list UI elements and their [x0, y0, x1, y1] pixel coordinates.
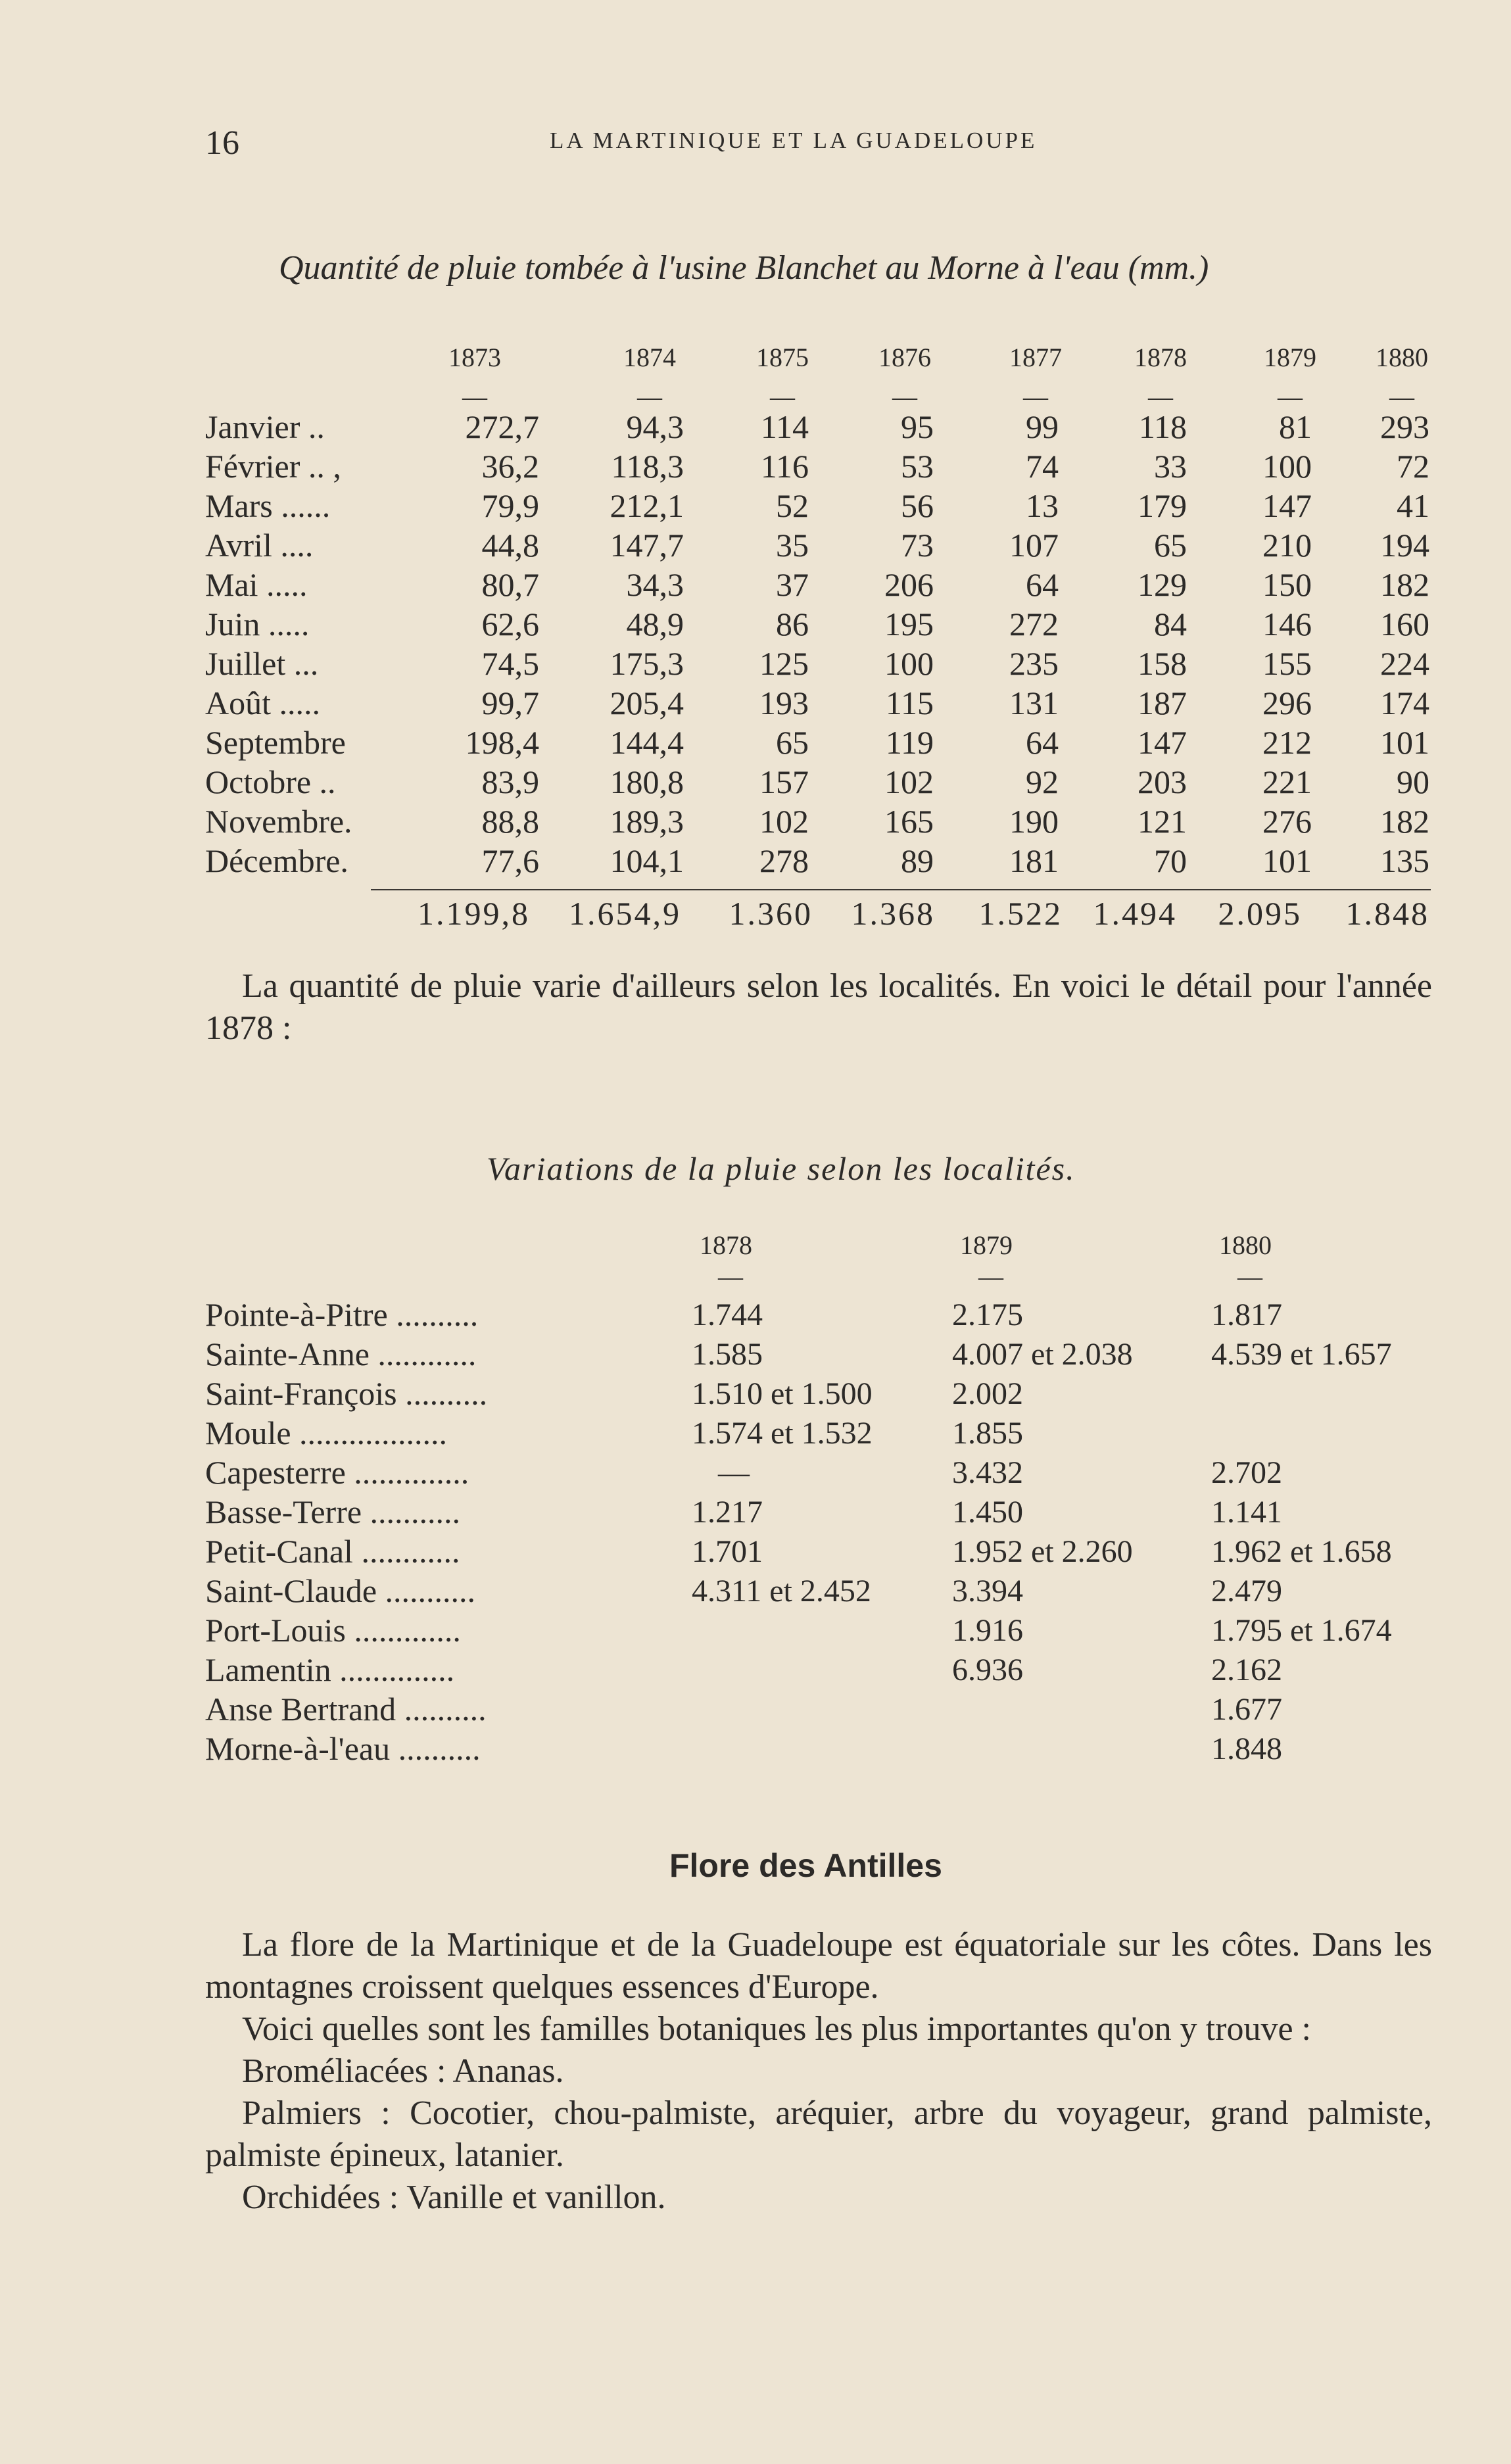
rain-value: 74: [1026, 448, 1059, 485]
rain-value: 102: [759, 803, 809, 840]
rain-value: 73: [901, 527, 934, 564]
section-body: [205, 1924, 1432, 2219]
rain-amount: 2.162: [1211, 1653, 1282, 1687]
rain-amount: 1.141: [1211, 1495, 1282, 1530]
rain-value: 100: [884, 645, 934, 682]
rain-value: 221: [1262, 763, 1312, 800]
rain-value: 187: [1138, 685, 1187, 721]
rain-value: 104,1: [610, 842, 684, 879]
rain-amount: 1.916: [952, 1613, 1023, 1648]
section-paragraph: Palmiers : Cocotier, chou-palmiste, aréquier, arbre du voyageur, grand palmiste, palmiste épineux, latanier.: [205, 2094, 1432, 2174]
year-header: 1879: [1264, 343, 1316, 372]
rain-value: 203: [1138, 763, 1187, 800]
rain-value: 235: [1009, 645, 1059, 682]
variation-year-dash: —: [978, 1263, 1003, 1291]
rain-value: 278: [759, 842, 809, 879]
month-label: Novembre.: [205, 803, 352, 840]
year-dash: —: [637, 383, 662, 411]
rain-amount: 1.952 et 2.260: [952, 1534, 1133, 1569]
variation-year-dash: —: [1237, 1263, 1262, 1291]
month-label: Juin .....: [205, 606, 310, 642]
rain-value: 52: [776, 487, 809, 524]
month-label: Juillet ...: [205, 645, 319, 682]
section-paragraph: Voici quelles sont les familles botaniques les plus importantes qu'on y trouve :: [242, 2010, 1311, 2048]
rain-amount: 1.795 et 1.674: [1211, 1613, 1392, 1648]
variation-year-header: 1879: [960, 1230, 1013, 1260]
month-label: Mars ......: [205, 487, 331, 524]
rain-value: 121: [1138, 803, 1187, 840]
rain-amount: 4.539 et 1.657: [1211, 1337, 1392, 1372]
rain-value: 56: [901, 487, 934, 524]
rain-table-title: Quantité de pluie tombée à l'usine Blanchet au Morne à l'eau (mm.): [279, 249, 1209, 287]
total-value: 1.848: [1345, 895, 1429, 932]
rain-value: 101: [1262, 842, 1312, 879]
rain-value: 79,9: [481, 487, 539, 524]
variation-year-header: 1878: [700, 1230, 752, 1260]
rain-value: 72: [1397, 448, 1429, 485]
rain-amount: 1.217: [692, 1495, 763, 1530]
rain-value: 144,4: [610, 724, 684, 761]
locality-name: Morne-à-l'eau ..........: [205, 1730, 481, 1767]
rain-value: 205,4: [610, 685, 684, 721]
rain-value: 147,7: [610, 527, 684, 564]
rain-value: 89: [901, 842, 934, 879]
rain-amount: 1.574 et 1.532: [692, 1416, 873, 1451]
rain-value: 165: [884, 803, 934, 840]
rain-value: 174: [1380, 685, 1429, 721]
section-paragraph: Broméliacées : Ananas.: [242, 2052, 564, 2090]
rain-value: 65: [776, 724, 809, 761]
rain-amount: 1.701: [692, 1534, 763, 1569]
rain-value: 36,2: [481, 448, 539, 485]
month-label: Décembre.: [205, 842, 348, 879]
total-value: 1.199,8: [418, 895, 530, 932]
rain-value: 147: [1262, 487, 1312, 524]
rain-value: 34,3: [626, 566, 684, 603]
rain-amount: 1.677: [1211, 1692, 1282, 1727]
rain-value: 13: [1026, 487, 1059, 524]
year-dash: —: [892, 383, 917, 411]
locality-name: Saint-François ..........: [205, 1375, 488, 1412]
rain-value: 118,3: [611, 448, 684, 485]
rain-value: 212,1: [610, 487, 684, 524]
year-header: 1877: [1009, 343, 1062, 372]
rain-amount: 1.510 et 1.500: [692, 1376, 873, 1411]
total-value: 1.360: [729, 895, 813, 932]
section-paragraph: Orchidées : Vanille et vanillon.: [242, 2179, 666, 2216]
rain-value: 83,9: [481, 763, 539, 800]
rain-value: 146: [1262, 606, 1312, 642]
rain-amount: 1.848: [1211, 1731, 1282, 1766]
section-heading: Flore des Antilles: [669, 1847, 942, 1884]
rain-amount: 1.585: [692, 1337, 763, 1372]
rain-value: 95: [901, 408, 934, 445]
rain-value: 81: [1279, 408, 1312, 445]
rain-value: 100: [1262, 448, 1312, 485]
rain-value: 88,8: [481, 803, 539, 840]
locality-name: Pointe-à-Pitre ..........: [205, 1296, 479, 1333]
rain-value: 175,3: [610, 645, 684, 682]
rain-value: 158: [1138, 645, 1187, 682]
rain-value: 296: [1262, 685, 1312, 721]
rain-value: 70: [1154, 842, 1187, 879]
rain-value: 119: [885, 724, 934, 761]
rain-value: 272,7: [465, 408, 539, 445]
rain-amount: 1.744: [692, 1297, 763, 1332]
intro-paragraph: [205, 965, 1432, 1050]
rain-value: 125: [759, 645, 809, 682]
rain-value: 37: [776, 566, 809, 603]
rain-value: 41: [1397, 487, 1429, 524]
year-dash: —: [1278, 383, 1303, 411]
section-paragraph: La flore de la Martinique et de la Guadeloupe est équatoriale sur les côtes. Dans les montagnes croissent quelques essences d'Europe.: [205, 1926, 1432, 2006]
rain-value: 157: [759, 763, 809, 800]
rain-value: 99: [1026, 408, 1059, 445]
year-header: 1878: [1134, 343, 1187, 372]
rain-value: 180,8: [610, 763, 684, 800]
rain-value: 101: [1380, 724, 1429, 761]
rain-value: 224: [1380, 645, 1429, 682]
locality-name: Anse Bertrand ..........: [205, 1691, 487, 1727]
running-title: LA MARTINIQUE ET LA GUADELOUPE: [550, 128, 1038, 153]
variation-year-dash: —: [718, 1263, 743, 1291]
rain-value: 35: [776, 527, 809, 564]
rain-amount: 3.394: [952, 1574, 1023, 1608]
locality-name: Basse-Terre ...........: [205, 1493, 461, 1530]
rain-amount: 4.007 et 2.038: [952, 1337, 1133, 1372]
month-label: Mai .....: [205, 566, 308, 603]
month-label: Janvier ..: [205, 408, 325, 445]
rain-value: 189,3: [610, 803, 684, 840]
rain-value: 150: [1262, 566, 1312, 603]
rain-value: 195: [884, 606, 934, 642]
rain-value: 94,3: [626, 408, 684, 445]
variation-table-title: Variations de la pluie selon les localités.: [487, 1150, 1076, 1187]
rain-value: 160: [1380, 606, 1429, 642]
total-rule: [371, 889, 1431, 890]
total-value: 1.654,9: [569, 895, 681, 932]
rain-amount: 2.002: [952, 1376, 1023, 1411]
locality-name: Lamentin ..............: [205, 1651, 455, 1688]
month-label: Septembre: [205, 724, 346, 761]
rain-value: 99,7: [481, 685, 539, 721]
rain-value: 80,7: [481, 566, 539, 603]
month-label: Février .. ,: [205, 448, 341, 485]
rain-amount: 2.479: [1211, 1574, 1282, 1608]
locality-name: Port-Louis .............: [205, 1612, 461, 1649]
locality-name: Sainte-Anne ............: [205, 1336, 477, 1372]
intro-text: La quantité de pluie varie d'ailleurs selon les localités. En voici le détail pour l'année 1878 :: [205, 967, 1432, 1047]
year-dash: —: [1148, 383, 1173, 411]
rain-amount: 6.936: [952, 1653, 1023, 1687]
year-dash: —: [1023, 383, 1048, 411]
rain-value: 74,5: [481, 645, 539, 682]
month-label: Octobre ..: [205, 763, 336, 800]
year-header: 1873: [448, 343, 501, 372]
year-dash: —: [462, 383, 487, 411]
rain-value: 206: [884, 566, 934, 603]
rain-value: 182: [1380, 803, 1429, 840]
rain-value: 53: [901, 448, 934, 485]
rain-amount: 4.311 et 2.452: [692, 1574, 871, 1608]
rain-value: 190: [1009, 803, 1059, 840]
rain-value: 193: [759, 685, 809, 721]
year-header: 1876: [878, 343, 931, 372]
rain-value: 86: [776, 606, 809, 642]
rain-value: 131: [1009, 685, 1059, 721]
rain-value: 116: [760, 448, 809, 485]
month-label: Août .....: [205, 685, 320, 721]
rain-value: 181: [1009, 842, 1059, 879]
rain-value: 64: [1026, 724, 1059, 761]
rain-amount: —: [718, 1455, 750, 1490]
locality-name: Capesterre ..............: [205, 1454, 469, 1491]
rain-value: 65: [1154, 527, 1187, 564]
year-header: 1880: [1376, 343, 1428, 372]
rain-value: 129: [1138, 566, 1187, 603]
rain-value: 212: [1262, 724, 1312, 761]
rain-amount: 1.817: [1211, 1297, 1282, 1332]
rain-value: 44,8: [481, 527, 539, 564]
rain-value: 179: [1138, 487, 1187, 524]
rain-value: 276: [1262, 803, 1312, 840]
rain-value: 102: [884, 763, 934, 800]
year-header: 1875: [756, 343, 809, 372]
locality-name: Moule ..................: [205, 1414, 448, 1451]
rain-value: 118: [1138, 408, 1187, 445]
rain-value: 77,6: [481, 842, 539, 879]
rain-value: 114: [760, 408, 809, 445]
rain-value: 107: [1009, 527, 1059, 564]
rain-value: 147: [1138, 724, 1187, 761]
total-value: 1.494: [1093, 895, 1177, 932]
rain-value: 210: [1262, 527, 1312, 564]
rain-amount: 2.175: [952, 1297, 1023, 1332]
rain-value: 48,9: [626, 606, 684, 642]
month-label: Avril ....: [205, 527, 314, 564]
locality-name: Petit-Canal ............: [205, 1533, 460, 1570]
rain-amount: 1.855: [952, 1416, 1023, 1451]
total-value: 1.522: [978, 895, 1063, 932]
rain-value: 64: [1026, 566, 1059, 603]
page-number: 16: [205, 124, 239, 162]
rain-amount: 1.962 et 1.658: [1211, 1534, 1392, 1569]
rain-amount: 1.450: [952, 1495, 1023, 1530]
rain-amount: 3.432: [952, 1455, 1023, 1490]
rain-value: 135: [1380, 842, 1429, 879]
rain-value: 182: [1380, 566, 1429, 603]
rain-value: 293: [1380, 408, 1429, 445]
total-value: 2.095: [1218, 895, 1302, 932]
variation-year-header: 1880: [1219, 1230, 1272, 1260]
rain-value: 62,6: [481, 606, 539, 642]
locality-name: Saint-Claude ...........: [205, 1572, 476, 1609]
rain-value: 33: [1154, 448, 1187, 485]
year-dash: —: [770, 383, 795, 411]
rain-value: 92: [1026, 763, 1059, 800]
rain-value: 90: [1397, 763, 1429, 800]
rain-value: 115: [885, 685, 934, 721]
rain-value: 272: [1009, 606, 1059, 642]
total-value: 1.368: [851, 895, 935, 932]
rain-value: 198,4: [465, 724, 539, 761]
rain-value: 155: [1262, 645, 1312, 682]
year-header: 1874: [623, 343, 676, 372]
rain-value: 84: [1154, 606, 1187, 642]
year-dash: —: [1389, 383, 1414, 411]
rain-amount: 2.702: [1211, 1455, 1282, 1490]
rain-value: 194: [1380, 527, 1429, 564]
